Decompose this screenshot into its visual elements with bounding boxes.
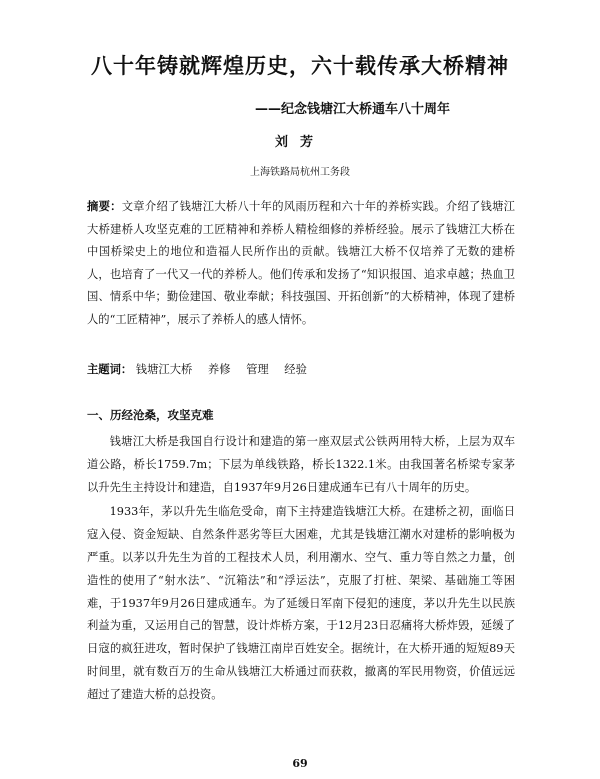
article-subtitle: ——纪念钱塘江大桥通车八十周年 — [255, 102, 451, 117]
section-body — [87, 431, 515, 709]
keywords-label: 主题词： — [87, 363, 133, 376]
abstract — [87, 196, 515, 331]
author-affiliation: 上海铁路局杭州工务段 — [250, 167, 350, 178]
keyword-item: 养修 — [207, 363, 231, 376]
body-paragraph: 1933年，茅以升先生临危受命，南下主持建造钱塘江大桥。在建桥之初，面临日寇入侵、资金短缺、自然条件恶劣等巨大困难，尤其是钱塘江潮水对建桥的影响极为严重。以茅以升先生为首的工程技术人员，利用潮水、空气、重力等自然之力量，创造性的使用了“射水法”、“沉箱法”和“浮运法”，克服了打桩、架梁、基础施工等困难，于1937年9月26日建成通车。为了延缓日军南下侵犯的速度，茅以升先生以民族利益为重，又运用自己的智慧，设计炸桥方案，于12月23日忍痛将大桥炸毁，延缓了日寇的疯狂进攻，暂时保护了钱塘江南岸百姓安全。据统计，在大桥开通的短短89天时间里，就有数百万的生命从钱塘江大桥通过而获救，撤离的军民用物资，价值远远超过了建造大桥的总投资。 — [87, 505, 515, 701]
author-name: 刘芳 — [274, 135, 325, 150]
keyword-item: 管理 — [246, 363, 269, 376]
keywords — [87, 360, 515, 380]
article-title: 八十年铸就辉煌历史，六十载传承大桥精神 — [91, 54, 509, 78]
page-number: 69 — [292, 757, 308, 770]
keyword-item: 钱塘江大桥 — [135, 363, 193, 376]
body-paragraph: 钱塘江大桥是我国自行设计和建造的第一座双层式公铁两用特大桥，上层为双车道公路，桥长1759.7m；下层为单线铁路，桥长1322.1米。由我国著名桥梁专家茅以升先生主持设计和建造，自1937年9月26日建成通车已有八十周年的历史。 — [87, 435, 515, 494]
section-heading: 一、历经沧桑，攻坚克难 — [87, 408, 214, 422]
abstract-text: 文章介绍了钱塘江大桥八十年的风雨历程和六十年的养桥实践。介绍了钱塘江大桥建桥人攻坚克难的工匠精神和养桥人精检细修的养桥经验。展示了钱塘江大桥在中国桥梁史上的地位和造福人民所作出的贡献。钱塘江大桥不仅培养了无数的建桥人，也培育了一代又一代的养桥人。他们传承和发扬了“知识报国、追求卓越；热血卫国、情系中华；勤俭建国、敬业奉献；科技强国、开拓创新”的大桥精神，体现了建桥人的“工匠精神”，展示了养桥人的感人情怀。 — [87, 200, 515, 326]
keyword-item: 经验 — [284, 363, 307, 376]
abstract-label: 摘要： — [87, 200, 122, 213]
